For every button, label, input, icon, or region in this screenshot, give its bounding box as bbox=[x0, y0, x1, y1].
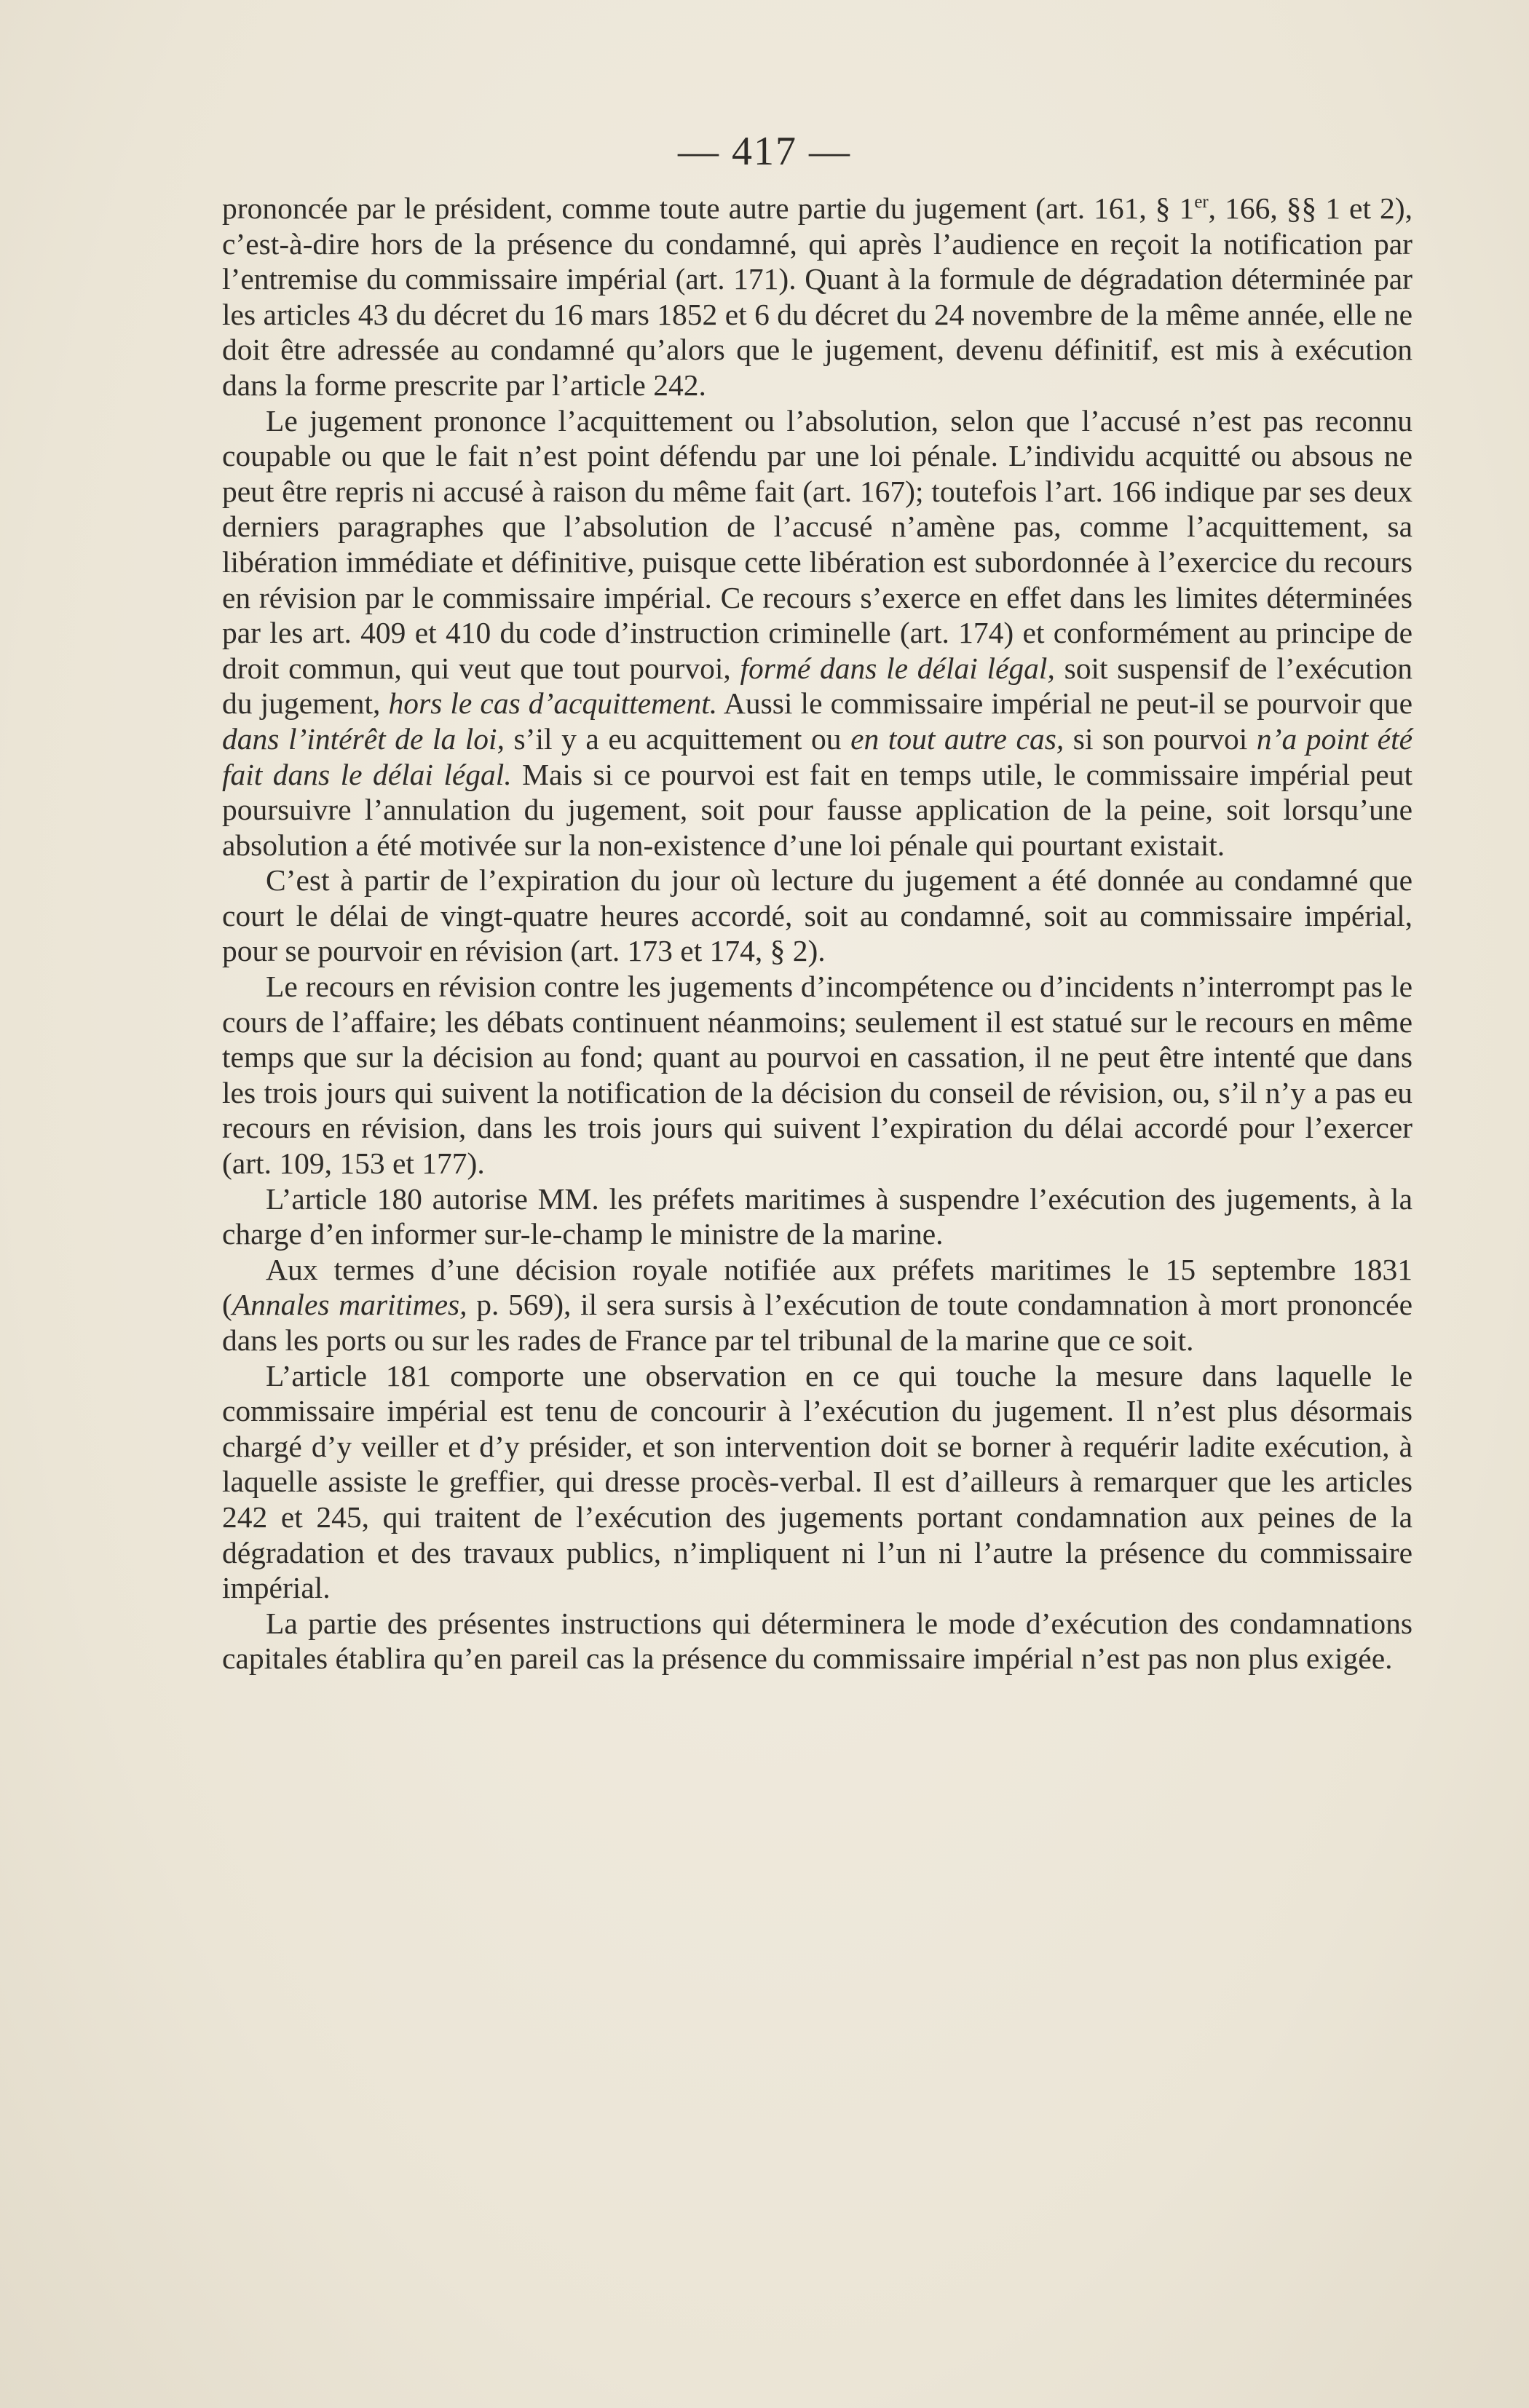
text-run: Aussi le commissaire impérial ne peut-il se pourvoir que bbox=[717, 686, 1413, 721]
text-run: prononcée par le président, comme toute autre partie du jugement (art. 161, § 1 bbox=[222, 191, 1195, 225]
superscript-text: er bbox=[1194, 192, 1209, 213]
paragraph bbox=[222, 863, 1413, 969]
text-run: C’est à partir de l’expiration du jour où lecture du jugement a été donnée au condamné que court le délai de vingt-quatre heures accordé, soit au condamné, soit au commissaire impérial, pour se pourvoir en révision (art. 173 et 174, § 2). bbox=[222, 863, 1413, 968]
text-run: Le recours en révision contre les jugements d’incompétence ou d’incidents n’interrompt pas le cours de l’affaire; les débats continuent néanmoins; seulement il est statué sur le recours en même temps que sur la décision au fond; quant au pourvoi en cassation, il ne peut être intenté que dans les trois jours qui suivent la notification de la décision du conseil de révision, ou, s’il n’y a pas eu recours en révision, dans les trois jours qui suivent l’expiration du délai accordé pour l’exercer (art. 109, 153 et 177). bbox=[222, 970, 1413, 1181]
italic-text: n’a point été fait dans le délai légal. bbox=[222, 721, 1413, 791]
italic-text: dans l’intérêt de la loi, bbox=[222, 721, 505, 756]
italic-text: hors le cas d’acquittement. bbox=[388, 686, 718, 721]
paragraph bbox=[222, 403, 1413, 863]
page-body-text bbox=[222, 191, 1413, 1676]
text-run: si son pourvoi bbox=[1064, 721, 1257, 756]
italic-text: formé dans le délai légal, bbox=[740, 651, 1055, 685]
paragraph bbox=[222, 191, 1413, 403]
text-run: s’il y a eu acquittement ou bbox=[504, 721, 851, 756]
paragraph bbox=[222, 1606, 1413, 1676]
paragraph bbox=[222, 1181, 1413, 1252]
paragraph bbox=[222, 969, 1413, 1181]
italic-text: en tout autre cas, bbox=[850, 721, 1064, 756]
text-run: La partie des présentes instructions qui déterminera le mode d’exécution des condamnations capitales établira qu’en pareil cas la présence du commissaire impérial n’est pas non plus exigée. bbox=[222, 1606, 1413, 1676]
paragraph bbox=[222, 1252, 1413, 1358]
text-run: p. 569), il sera sursis à l’exécution de toute condamnation à mort prononcée dans les ports ou sur les rades de France par tel tribunal de la marine que ce soit. bbox=[222, 1288, 1413, 1357]
paragraph bbox=[222, 1358, 1413, 1606]
text-run: L’article 181 comporte une observation en ce qui touche la mesure dans laquelle le commissaire impérial est tenu de concourir à l’exécution du jugement. Il n’est plus désormais chargé d’y veiller et d’y présider, et son intervention doit se borner à requérir ladite exécution, à laquelle assiste le greffier, qui dresse procès-verbal. Il est d’ailleurs à remarquer que les articles 242 et 245, qui traitent de l’exécution des jugements portant condamnation aux peines de la dégradation et des travaux publics, n’impliquent ni l’un ni l’autre la présence du commissaire impérial. bbox=[222, 1358, 1413, 1605]
page-number: — 417 — bbox=[678, 129, 851, 174]
text-run: Mais si ce pourvoi est fait en temps utile, le commissaire impérial peut poursuivre l’annulation du jugement, soit pour fausse application de la peine, soit lorsqu’une absolution a été motivée sur la non-existence d’une loi pénale qui pourtant existait. bbox=[222, 757, 1413, 862]
text-run: Aux termes d’une décision royale notifiée aux préfets maritimes le 15 septembre 1831 ( bbox=[222, 1252, 1413, 1322]
text-run: L’article 180 autorise MM. les préfets maritimes à suspendre l’exécution des jugements, à la charge d’en informer sur-le-champ le ministre de la marine. bbox=[222, 1181, 1413, 1251]
text-run: , 166, §§ 1 et 2), c’est-à-dire hors de la présence du condamné, qui après l’audience en reçoit la notification par l’entremise du commissaire impérial (art. 171). Quant à la formule de dégradation déterminée par les articles 43 du décret du 16 mars 1852 et 6 du décret du 24 novembre de la même année, elle ne doit être adressée au condamné qu’alors que le jugement, devenu définitif, est mis à exécution dans la forme prescrite par l’article 242. bbox=[222, 191, 1413, 402]
text-run: soit suspensif de l’exécution du jugement, bbox=[222, 651, 1413, 721]
italic-text: Annales maritimes, bbox=[232, 1288, 467, 1322]
text-run: Le jugement prononce l’acquittement ou l’absolution, selon que l’accusé n’est pas reconnu coupable ou que le fait n’est point défendu par une loi pénale. L’individu acquitté ou absous ne peut être repris ni accusé à raison du même fait (art. 167); toutefois l’art. 166 indique par ses deux derniers paragraphes que l’absolution de l’accusé n’amène pas, comme l’acquittement, sa libération immédiate et définitive, puisque cette libération est subordonnée à l’exercice du recours en révision par le commissaire impérial. Ce recours s’exerce en effet dans les limites déterminées par les art. 409 et 410 du code d’instruction criminelle (art. 174) et conformément au principe de droit commun, qui veut que tout pourvoi, bbox=[222, 403, 1413, 685]
